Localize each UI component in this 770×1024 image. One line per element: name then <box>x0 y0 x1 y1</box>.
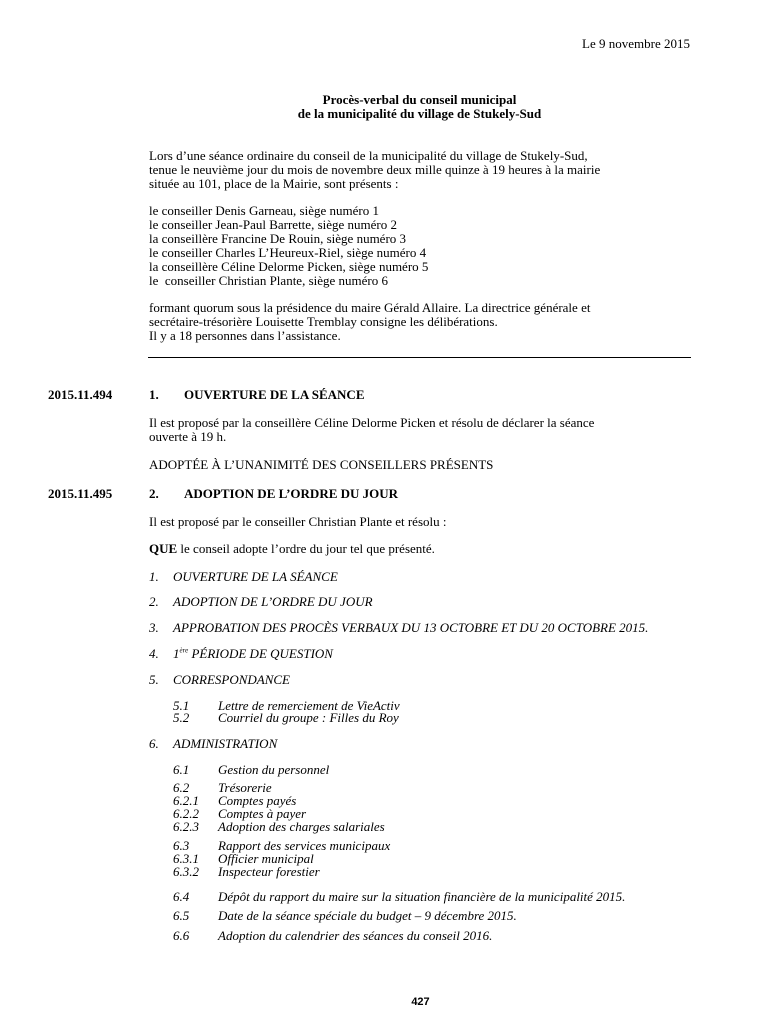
quorum-line: formant quorum sous la présidence du maire Gérald Allaire. La directrice générale et <box>149 300 591 315</box>
subitem-number: 6.1 <box>173 762 190 777</box>
subitem-text: Inspecteur forestier <box>218 864 320 879</box>
subitem-text: Lettre de remerciement de VieActiv <box>218 698 400 713</box>
subitem-number: 6.2 <box>173 780 190 795</box>
subitem-text: Courriel du groupe : Filles du Roy <box>218 710 399 725</box>
section-divider <box>148 357 691 358</box>
agenda-subitem <box>173 820 385 834</box>
section-number: 2. <box>149 486 159 501</box>
agenda-ordinal: 1 <box>173 646 180 661</box>
ordinal-suffix: ère <box>179 646 189 655</box>
page-number: 427 <box>411 996 430 1008</box>
intro-line: située au 101, place de la Mairie, sont présents : <box>149 176 399 191</box>
subitem-text: Adoption du calendrier des séances du conseil 2016. <box>218 928 493 943</box>
subitem-text: Dépôt du rapport du maire sur la situation financière de la municipalité 2015. <box>218 889 626 904</box>
agenda-subitem <box>173 890 625 904</box>
proposal-line: Il est proposé par le conseiller Christian Plante et résolu : <box>149 514 447 529</box>
subitem-number: 6.3 <box>173 838 190 853</box>
agenda-item <box>149 673 709 687</box>
resolution-clause <box>149 542 690 556</box>
subitem-text: Rapport des services municipaux <box>218 838 391 853</box>
attendee: le conseiller Jean-Paul Barrette, siège numéro 2 <box>149 217 397 232</box>
que-keyword: QUE <box>149 541 178 556</box>
agenda-subitem <box>173 865 320 879</box>
clause-text: le conseil adopte l’ordre du jour tel que présenté. <box>177 541 435 556</box>
subitem-text: Date de la séance spéciale du budget – 9 décembre 2015. <box>218 908 517 923</box>
subitem-number: 6.6 <box>173 928 190 943</box>
subitem-text: Comptes à payer <box>218 806 307 821</box>
subitem-text: Trésorerie <box>218 780 272 795</box>
attendee: le conseiller Christian Plante, siège numéro 6 <box>149 273 388 288</box>
subitem-number: 5.1 <box>173 698 190 713</box>
subitem-text: Adoption des charges salariales <box>218 819 385 834</box>
resolution-number: 2015.11.494 <box>48 387 113 402</box>
subitem-number: 5.2 <box>173 710 190 725</box>
agenda-text: CORRESPONDANCE <box>173 672 290 687</box>
agenda-subitem <box>173 929 492 943</box>
attendee: la conseillère Céline Delorme Picken, siège numéro 5 <box>149 259 429 274</box>
subitem-number: 6.2.2 <box>173 806 199 821</box>
subitem-number: 6.2.1 <box>173 793 199 808</box>
attendee: le conseiller Charles L’Heureux-Riel, siège numéro 4 <box>149 245 427 260</box>
proposal-line: ouverte à 19 h. <box>149 429 227 444</box>
agenda-item <box>149 737 709 751</box>
subitem-number: 6.2.3 <box>173 819 199 834</box>
agenda-number: 1. <box>149 569 159 584</box>
agenda-item <box>149 621 709 635</box>
agenda-item <box>149 570 709 584</box>
title-line-2: de la municipalité du village de Stukely-Sud <box>297 106 542 121</box>
subitem-text: Officier municipal <box>218 851 314 866</box>
section-heading <box>149 388 365 402</box>
adoption-statement: ADOPTÉE À L’UNANIMITÉ DES CONSEILLERS PRÉSENTS <box>149 457 494 472</box>
agenda-number: 3. <box>149 620 159 635</box>
proposal-line: Il est proposé par la conseillère Céline Delorme Picken et résolu de déclarer la séance <box>149 415 595 430</box>
agenda-item <box>149 647 709 661</box>
subitem-text: Gestion du personnel <box>218 762 330 777</box>
subitem-text: Comptes payés <box>218 793 297 808</box>
agenda-subitem <box>173 909 517 923</box>
agenda-text: OUVERTURE DE LA SÉANCE <box>173 569 338 584</box>
agenda-number: 6. <box>149 736 159 751</box>
attendee: la conseillère Francine De Rouin, siège numéro 3 <box>149 231 407 246</box>
subitem-number: 6.5 <box>173 908 190 923</box>
intro-line: Lors d’une séance ordinaire du conseil de la municipalité du village de Stukely-Sud, <box>149 148 588 163</box>
attendee: le conseiller Denis Garneau, siège numéro 1 <box>149 203 379 218</box>
resolution-number: 2015.11.495 <box>48 486 113 501</box>
agenda-subitem <box>173 763 329 777</box>
intro-line: tenue le neuvième jour du mois de novembre deux mille quinze à 19 heures à la mairie <box>149 162 601 177</box>
document-date: Le 9 novembre 2015 <box>582 36 690 51</box>
agenda-item <box>149 595 709 609</box>
agenda-number: 2. <box>149 594 159 609</box>
section-title: OUVERTURE DE LA SÉANCE <box>184 387 365 402</box>
agenda-number: 5. <box>149 672 159 687</box>
quorum-line: secrétaire-trésorière Louisette Tremblay consigne les délibérations. <box>149 314 498 329</box>
title-line-1: Procès-verbal du conseil municipal <box>322 92 517 107</box>
agenda-text: PÉRIODE DE QUESTION <box>188 646 333 661</box>
section-heading <box>149 487 398 501</box>
quorum-line: Il y a 18 personnes dans l’assistance. <box>149 328 341 343</box>
agenda-text: APPROBATION DES PROCÈS VERBAUX DU 13 OCTOBRE ET DU 20 OCTOBRE 2015. <box>173 620 649 635</box>
subitem-number: 6.3.2 <box>173 864 199 879</box>
agenda-number: 4. <box>149 646 159 661</box>
agenda-text: ADOPTION DE L’ORDRE DU JOUR <box>173 594 373 609</box>
agenda-text: ADMINISTRATION <box>173 736 278 751</box>
subitem-number: 6.3.1 <box>173 851 199 866</box>
section-number: 1. <box>149 387 159 402</box>
subitem-number: 6.4 <box>173 889 190 904</box>
section-title: ADOPTION DE L’ORDRE DU JOUR <box>184 486 399 501</box>
agenda-subitem <box>173 711 399 725</box>
